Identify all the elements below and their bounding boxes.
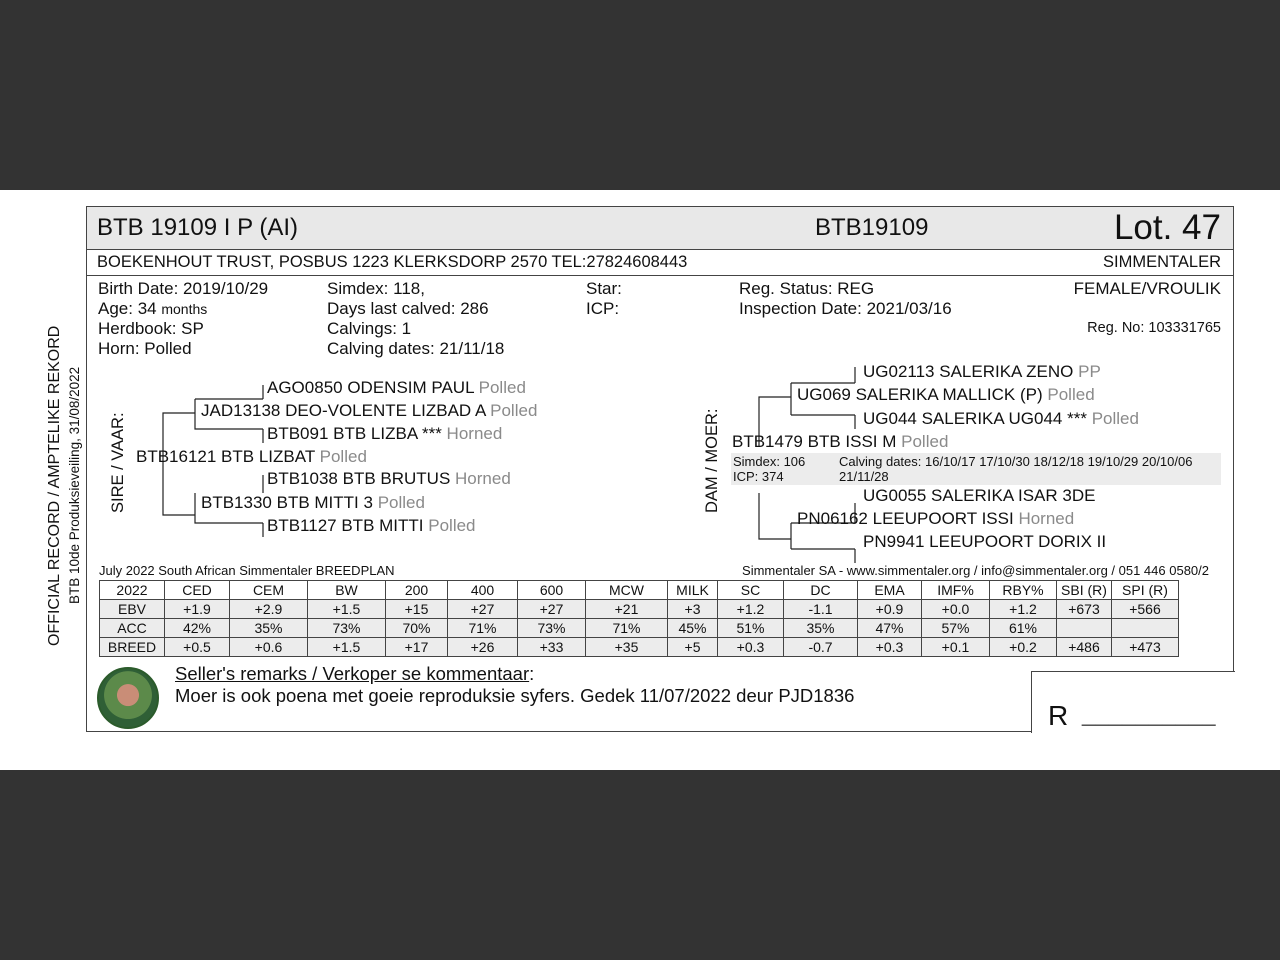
table-cell: SBI (R) [1057, 581, 1112, 600]
table-cell: 73% [308, 619, 386, 638]
table-cell: +1.5 [308, 638, 386, 657]
remarks-text: Moer is ook poena met goeie reproduksie syfers. Gedek 11/07/2022 deur PJD1836 [175, 685, 855, 706]
dsd-name: UG044 SALERIKA UG044 *** [863, 409, 1087, 428]
registration-code: BTB19109 [815, 214, 929, 241]
dss-name: UG02113 SALERIKA ZENO [863, 362, 1074, 381]
table-cell: 51% [718, 619, 784, 638]
animal-id: BTB 19109 I P (AI) [97, 214, 298, 241]
sire-sire-dam [267, 424, 502, 444]
ds-name: UG069 SALERIKA MALLICK (P) [797, 385, 1043, 404]
table-cell: +2.9 [230, 600, 308, 619]
sire-dam [201, 493, 425, 513]
table-cell: +0.5 [165, 638, 230, 657]
auction-date-text: BTB 10de Produksieveiling, 31/08/2022 [67, 366, 82, 604]
dam-dam-sire [863, 486, 1095, 506]
table-cell: +673 [1057, 600, 1112, 619]
dd-horn: Horned [1018, 509, 1075, 528]
dam-dam [797, 509, 1074, 529]
icp: ICP: [586, 299, 620, 318]
calvings: Calvings: 1 [327, 319, 412, 338]
table-cell: 400 [448, 581, 518, 600]
table-cell: 45% [668, 619, 718, 638]
sire-sire-sire [267, 378, 526, 398]
table-cell: +0.3 [718, 638, 784, 657]
table-cell: +0.9 [858, 600, 922, 619]
table-cell: 200 [386, 581, 448, 600]
age-value: Age: 34 [98, 299, 157, 318]
table-cell: +1.9 [165, 600, 230, 619]
dam-calving-dates: Calving dates: 16/10/17 17/10/30 18/12/18 19/10/29 20/10/06 [839, 454, 1193, 469]
dd-name: PN06162 LEEUPOORT ISSI [797, 509, 1014, 528]
table-cell: +566 [1112, 600, 1179, 619]
table-cell: -0.7 [784, 638, 858, 657]
table-cell: SC [718, 581, 784, 600]
table-row [100, 619, 1179, 638]
dam-sire [797, 385, 1095, 405]
official-record-text: OFFICIAL RECORD / AMPTELIKE REKORD [46, 325, 63, 646]
table-cell: MILK [668, 581, 718, 600]
sire [136, 447, 367, 467]
table-cell: +486 [1057, 638, 1112, 657]
sire-name: BTB16121 BTB LIZBAT [136, 447, 315, 466]
owner-address: BOEKENHOUT TRUST, POSBUS 1223 KLERKSDORP 2570 TEL:27824608443 [97, 253, 688, 271]
sss-name: AGO0850 ODENSIM PAUL [267, 378, 474, 397]
table-cell: +5 [668, 638, 718, 657]
table-cell: +0.0 [922, 600, 990, 619]
table-cell: 47% [858, 619, 922, 638]
table-cell: -1.1 [784, 600, 858, 619]
sds-horn: Horned [455, 469, 511, 488]
ds-horn: Polled [1047, 385, 1095, 404]
table-cell: +0.6 [230, 638, 308, 657]
dam-icp: ICP: 374 [733, 469, 784, 484]
table-cell: +33 [518, 638, 586, 657]
table-cell [1057, 619, 1112, 638]
table-cell: +3 [668, 600, 718, 619]
dds-name: UG0055 SALERIKA ISAR 3DE [863, 486, 1096, 505]
dam-sire-sire [863, 362, 1101, 382]
table-cell: CED [165, 581, 230, 600]
table-cell: EBV [100, 600, 165, 619]
herdbook: Herdbook: SP [98, 319, 204, 338]
table-cell: IMF% [922, 581, 990, 600]
table-cell: 73% [518, 619, 586, 638]
age-unit: months [161, 301, 208, 317]
table-cell: 35% [784, 619, 858, 638]
table-cell: RBY% [990, 581, 1057, 600]
lot-number: Lot. 47 [1113, 208, 1221, 247]
sire-dam-sire [267, 469, 511, 489]
sdd-horn: Polled [428, 516, 476, 535]
days-last-calved: Days last calved: 286 [327, 299, 489, 318]
calving-dates: Calving dates: 21/11/18 [327, 339, 505, 358]
table-cell: +473 [1112, 638, 1179, 657]
breed-name: SIMMENTALER [1103, 253, 1221, 271]
table-cell: 70% [386, 619, 448, 638]
table-cell: +1.2 [990, 600, 1057, 619]
table-cell: 71% [586, 619, 668, 638]
sss-horn: Polled [478, 378, 526, 397]
table-cell: +1.5 [308, 600, 386, 619]
star: Star: [586, 279, 622, 298]
sire-label: SIRE / VAAR: [109, 412, 127, 513]
ss-horn: Polled [490, 401, 538, 420]
table-cell: EMA [858, 581, 922, 600]
dam-simdex: Simdex: 106 [733, 454, 806, 469]
table-cell: BREED [100, 638, 165, 657]
table-cell: +15 [386, 600, 448, 619]
table-cell: MCW [586, 581, 668, 600]
sire-sire [201, 401, 537, 421]
sire-dam-dam [267, 516, 476, 536]
simdex: Simdex: 118, [327, 279, 425, 298]
sds-name: BTB1038 BTB BRUTUS [267, 469, 451, 488]
breedplan-title: July 2022 South African Simmentaler BREEDPLAN [99, 563, 395, 578]
table-cell: +21 [586, 600, 668, 619]
table-cell: 71% [448, 619, 518, 638]
table-cell [1112, 619, 1179, 638]
table-cell: ACC [100, 619, 165, 638]
price-box [1031, 671, 1235, 733]
price-blank[interactable]: __________ [1082, 700, 1216, 727]
table-cell: +35 [586, 638, 668, 657]
table-cell: SPI (R) [1112, 581, 1179, 600]
document-sheet [0, 190, 1280, 770]
table-cell: +0.2 [990, 638, 1057, 657]
simmentaler-logo [97, 667, 159, 729]
dam-sire-dam [863, 409, 1139, 429]
sire-horn: Polled [319, 447, 367, 466]
birth-date: Birth Date: 2019/10/29 [98, 279, 269, 298]
dss-horn: PP [1078, 362, 1101, 381]
table-cell: +27 [448, 600, 518, 619]
table-cell: +26 [448, 638, 518, 657]
table-cell: +1.2 [718, 600, 784, 619]
sd-name: BTB1330 BTB MITTI 3 [201, 493, 373, 512]
table-cell: 42% [165, 619, 230, 638]
sex: FEMALE/VROULIK [1073, 279, 1221, 298]
table-cell: 61% [990, 619, 1057, 638]
remarks-heading: Seller's remarks / Verkoper se kommentaar: [175, 663, 535, 684]
horn-status: Horn: Polled [98, 339, 192, 358]
table-row [100, 638, 1179, 657]
price-label: R [1048, 700, 1069, 731]
table-cell: +27 [518, 600, 586, 619]
dsd-horn: Polled [1091, 409, 1139, 428]
inspection-date: Inspection Date: 2021/03/16 [739, 299, 952, 318]
sd-horn: Polled [377, 493, 425, 512]
breedplan-contact: Simmentaler SA - www.simmentaler.org / info@simmentaler.org / 051 446 0580/2 [742, 563, 1209, 578]
table-row [100, 600, 1179, 619]
dam-calving-dates-2: 21/11/28 [839, 469, 889, 484]
ddd-name: PN9941 LEEUPOORT DORIX II [863, 532, 1107, 551]
table-header-row [100, 581, 1179, 600]
dam-horn: Polled [901, 432, 949, 451]
table-cell: 600 [518, 581, 586, 600]
table-cell: DC [784, 581, 858, 600]
table-cell: BW [308, 581, 386, 600]
table-cell: 57% [922, 619, 990, 638]
registration-number: Reg. No: 103331765 [1087, 320, 1221, 336]
reg-status: Reg. Status: REG [739, 279, 875, 298]
sdd-name: BTB1127 BTB MITTI [267, 516, 424, 535]
dam-label: DAM / MOER: [703, 408, 721, 513]
ssd-name: BTB091 BTB LIZBA *** [267, 424, 442, 443]
table-cell: +17 [386, 638, 448, 657]
table-cell: +0.1 [922, 638, 990, 657]
table-cell: +0.3 [858, 638, 922, 657]
ebv-table [99, 580, 1179, 657]
ss-name: JAD13138 DEO-VOLENTE LIZBAD A [201, 401, 486, 420]
dam [732, 432, 948, 452]
dam-name: BTB1479 BTB ISSI M [732, 432, 897, 451]
animal-record-card [86, 206, 1234, 732]
table-cell: 35% [230, 619, 308, 638]
dam-dam-dam [863, 532, 1106, 552]
ssd-horn: Horned [446, 424, 503, 443]
table-cell: 2022 [100, 581, 165, 600]
table-cell: CEM [230, 581, 308, 600]
